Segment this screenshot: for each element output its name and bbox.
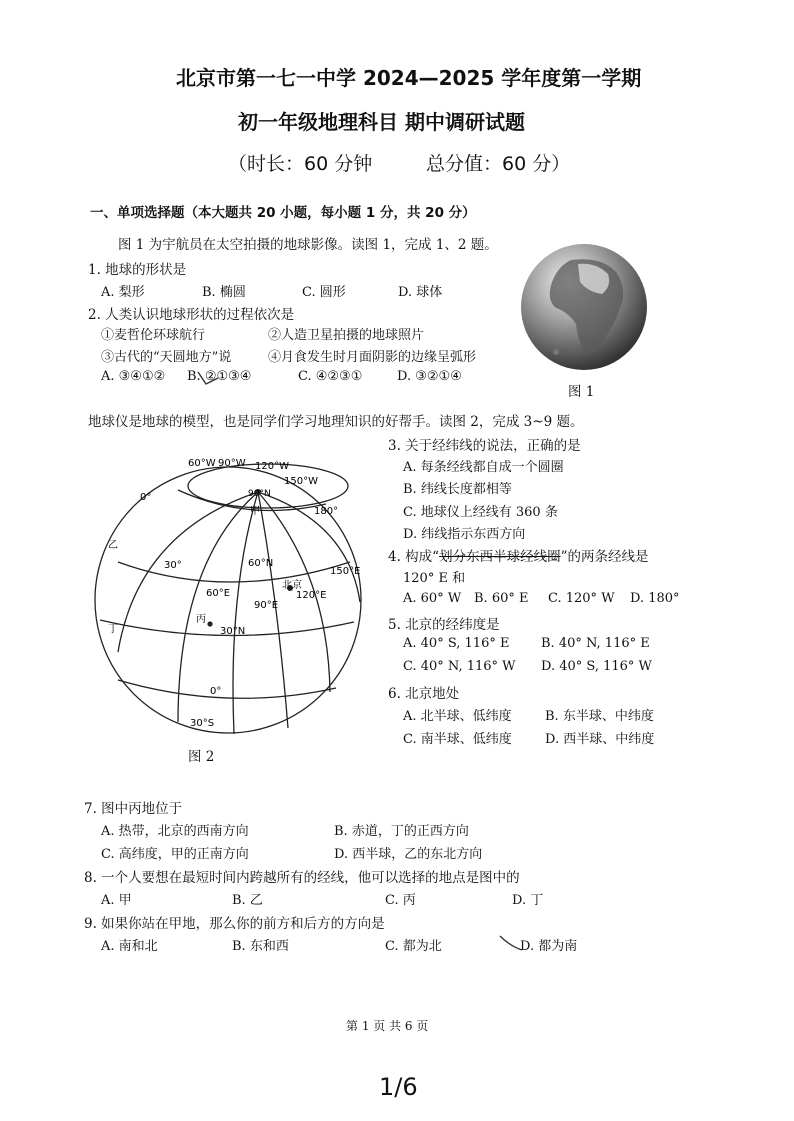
label-ding: 丁	[108, 624, 118, 635]
q3-option-a: A. 每条经线都自成一个圆圈	[403, 460, 564, 475]
q4-stem-pre: 4. 构成“	[388, 549, 440, 565]
q6-option-d: D. 西半球、中纬度	[545, 732, 655, 747]
question-5-stem: 5. 北京的经纬度是	[388, 617, 500, 633]
q5-option-c: C. 40° N, 116° W	[403, 659, 516, 674]
label-jia: 甲	[250, 506, 260, 517]
q5-option-d: D. 40° S, 116° W	[541, 659, 652, 674]
label-150e: 150°E	[330, 566, 361, 577]
q9-option-c: C. 都为北	[385, 939, 442, 954]
q9-option-d: D. 都为南	[520, 939, 578, 954]
q7-option-c: C. 高纬度，甲的正南方向	[101, 847, 249, 862]
q7-option-b: B. 赤道，丁的正西方向	[334, 824, 469, 839]
q8-option-a: A. 甲	[101, 893, 132, 908]
q8-option-b: B. 乙	[232, 893, 263, 908]
q2-option-d: D. ③②①④	[397, 369, 462, 384]
q4-stem-struck: 划分东西半球经线圈	[439, 549, 561, 565]
intro-figure1: 图 1 为宇航员在太空拍摄的地球影像。读图 1，完成 1、2 题。	[118, 237, 498, 253]
label-30: 30°	[164, 560, 182, 571]
pager-indicator: 1/6	[379, 1073, 418, 1101]
q4-line-2: 120° E 和	[403, 571, 466, 586]
q8-option-d: D. 丁	[512, 893, 544, 908]
q6-option-c: C. 南半球、低纬度	[403, 732, 512, 747]
q4-option-d: D. 180°	[630, 591, 680, 606]
figure-2-globe	[78, 452, 378, 742]
question-1-stem: 1. 地球的形状是	[88, 262, 187, 278]
q2-statement-2: ②人造卫星拍摄的地球照片	[268, 328, 425, 343]
q4-option-a: A. 60° W	[403, 591, 462, 606]
question-9-stem: 9. 如果你站在甲地，那么你的前方和后方的方向是	[84, 916, 385, 932]
label-90e: 90°E	[254, 600, 279, 611]
question-8-stem: 8. 一个人要想在最短时间内跨越所有的经线，他可以选择的地点是图中的	[84, 870, 520, 886]
q5-option-a: A. 40° S, 116° E	[403, 636, 510, 651]
label-equator: 0°	[210, 686, 222, 697]
label-30n: 30°N	[220, 626, 246, 637]
q6-option-a: A. 北半球、低纬度	[403, 709, 512, 724]
q9-option-b: B. 东和西	[232, 939, 289, 954]
label-180: 180°	[314, 506, 339, 517]
figure-2-caption: 图 2	[188, 749, 215, 765]
label-30s: 30°S	[190, 718, 215, 729]
q7-option-a: A. 热带，北京的西南方向	[101, 824, 249, 839]
exam-subtitle: 初一年级地理科目 期中调研试题	[238, 110, 525, 134]
q1-option-d: D. 球体	[398, 285, 443, 300]
q1-option-b: B. 椭圆	[202, 285, 246, 300]
pencil-tick-mark	[196, 368, 220, 388]
question-2-stem: 2. 人类认识地球形状的过程依次是	[88, 307, 295, 323]
label-90n: 90°N	[248, 489, 271, 499]
latitude-30s	[118, 680, 336, 698]
q2-statement-4: ④月食发生时月面阴影的边缘呈弧形	[268, 350, 477, 365]
bing-point	[207, 621, 212, 626]
label-150w: 150°W	[284, 476, 318, 487]
q9-option-a: A. 南和北	[101, 939, 158, 954]
q4-option-b: B. 60° E	[474, 591, 529, 606]
q3-option-b: B. 纬线长度都相等	[403, 482, 512, 497]
question-4-stem	[388, 545, 648, 565]
q1-option-a: A. 梨形	[101, 285, 145, 300]
question-3-stem: 3. 关于经纬线的说法，正确的是	[388, 438, 581, 454]
q7-option-d: D. 西半球，乙的东北方向	[334, 847, 483, 862]
label-60n: 60°N	[248, 558, 274, 569]
q2-option-a: A. ③④①②	[101, 369, 166, 384]
figure-1-earth-photo	[516, 242, 652, 372]
label-60w: 60°W	[188, 458, 216, 469]
q1-option-c: C. 圆形	[302, 285, 346, 300]
pencil-tick-mark-q9	[498, 932, 524, 954]
label-60e: 60°E	[206, 588, 231, 599]
q5-option-b: B. 40° N, 116° E	[541, 636, 650, 651]
label-beijing: 北京	[282, 580, 302, 591]
label-120e: 120°E	[296, 590, 327, 601]
exam-total-score: 总分值：60 分）	[426, 153, 571, 175]
q6-option-b: B. 东半球、中纬度	[545, 709, 654, 724]
q2-option-c: C. ④②③①	[298, 369, 363, 384]
q4-stem-post: ”的两条经线是	[560, 549, 649, 565]
question-6-stem: 6. 北京地处	[388, 686, 460, 702]
label-bing: 丙	[196, 614, 206, 625]
page-footer: 第 1 页 共 6 页	[346, 1019, 429, 1033]
q2-statement-1: ①麦哲伦环球航行	[101, 328, 206, 343]
exam-duration: （时长：60 分钟	[228, 153, 373, 175]
q2-option-b: B. ②①③④	[187, 369, 252, 384]
label-yi: 乙	[108, 540, 118, 551]
section-heading: 一、单项选择题（本大题共 20 小题，每小题 1 分，共 20 分）	[90, 205, 476, 221]
label-90w: 90°W	[218, 458, 246, 469]
figure-1-caption: 图 1	[568, 384, 595, 400]
q3-option-d: D. 纬线指示东西方向	[403, 527, 526, 542]
question-7-stem: 7. 图中丙地位于	[84, 801, 183, 817]
q4-option-c: C. 120° W	[548, 591, 615, 606]
exam-title: 北京市第一七一中学 2024—2025 学年度第一学期	[176, 66, 642, 90]
label-120w: 120°W	[255, 461, 289, 472]
intro-figure2: 地球仪是地球的模型，也是同学们学习地理知识的好帮手。读图 2，完成 3~9 题。	[88, 414, 584, 430]
q2-statement-3: ③古代的“天圆地方”说	[101, 350, 232, 365]
label-0-lon: 0°	[140, 492, 152, 503]
q8-option-c: C. 丙	[385, 893, 416, 908]
q3-option-c: C. 地球仪上经线有 360 条	[403, 505, 558, 520]
